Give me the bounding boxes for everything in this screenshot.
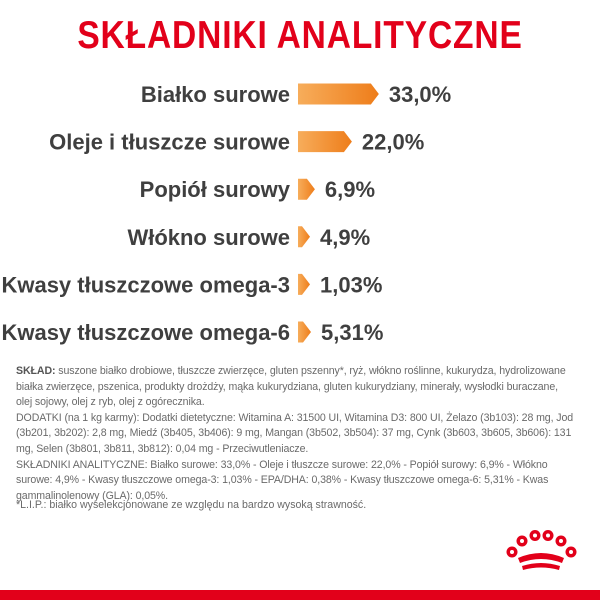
composition-block <box>16 364 576 504</box>
bar-value-label: 22,0% <box>361 129 425 155</box>
analityczne-paragraph: SKŁADNIKI ANALITYCZNE: Białko surowe: 33,0% - Oleje i tłuszcze surowe: 22,0% - Popiół surowy: 6,9% - Włókno surowe: 4,9% - Kwasy tłuszczowe omega-3: 1,03% - EPA/DHA: 0,38% - Kwasy tłuszczowe omega-6: 5,31% - Kwas gammalinolenowy (GLA): 0,05%. <box>16 458 549 502</box>
bar-label: Kwasy tłuszczowe omega-3 <box>1 272 290 298</box>
bar-label: Kwasy tłuszczowe omega-6 <box>1 320 290 345</box>
bar-value-label: 5,31% <box>321 320 384 345</box>
bar <box>298 131 352 152</box>
bottom-brand-bar <box>0 590 600 600</box>
bar-value-label: 6,9% <box>324 177 376 203</box>
footnote: *L.I.P.: białko wyselekcjonowane ze względu na bardzo wysoką strawność. <box>16 499 367 511</box>
bar-value-label: 1,03% <box>320 272 383 298</box>
dodatki-paragraph: DODATKI (na 1 kg karmy): Dodatki dietetyczne: Witamina A: 31500 UI, Witamina D3: 800 UI, Żelazo (3b103): 28 mg, Jod (3b201, 3b202): 2,8 mg, Miedź (3b405, 3b406): 9 mg, Mangan (3b502, 3b504): 37 mg, Cynk (3b603, 3b605, 3b606): 131 mg, Selen (3b801, 3b811, 3b812): 0,04 mg - Przeciwutleniacze. <box>16 411 574 455</box>
page-title: SKŁADNIKI ANALITYCZNE <box>77 14 523 57</box>
sklad-heading: SKŁAD: <box>16 365 56 377</box>
bar <box>298 226 310 247</box>
bar <box>298 179 315 200</box>
bar <box>298 322 311 343</box>
nutrient-bar-chart <box>0 66 600 356</box>
sklad-paragraph <box>16 364 576 411</box>
royal-canin-crown-logo-icon <box>504 530 578 572</box>
bar-label: Białko surowe <box>140 82 290 107</box>
bar <box>298 84 379 105</box>
bar-label: Oleje i tłuszcze surowe <box>49 129 290 155</box>
sklad-text: suszone białko drobiowe, tłuszcze zwierzęce, gluten pszenny*, ryż, włókno roślinne, kukurydza, hydrolizowane białka zwierzęce, pszenica, produkty drożdży, mąka kukurydziana, gluten kukurydziany, minerały, wysłodki buraczane, olej sojowy, olej z ryb, olej z ogórecznika. <box>16 365 566 409</box>
bar-value-label: 4,9% <box>320 224 371 250</box>
bar <box>298 274 310 295</box>
bar-label: Włókno surowe <box>127 224 290 250</box>
bar-value-label: 33,0% <box>388 82 452 107</box>
bar-label: Popiół surowy <box>139 177 290 203</box>
